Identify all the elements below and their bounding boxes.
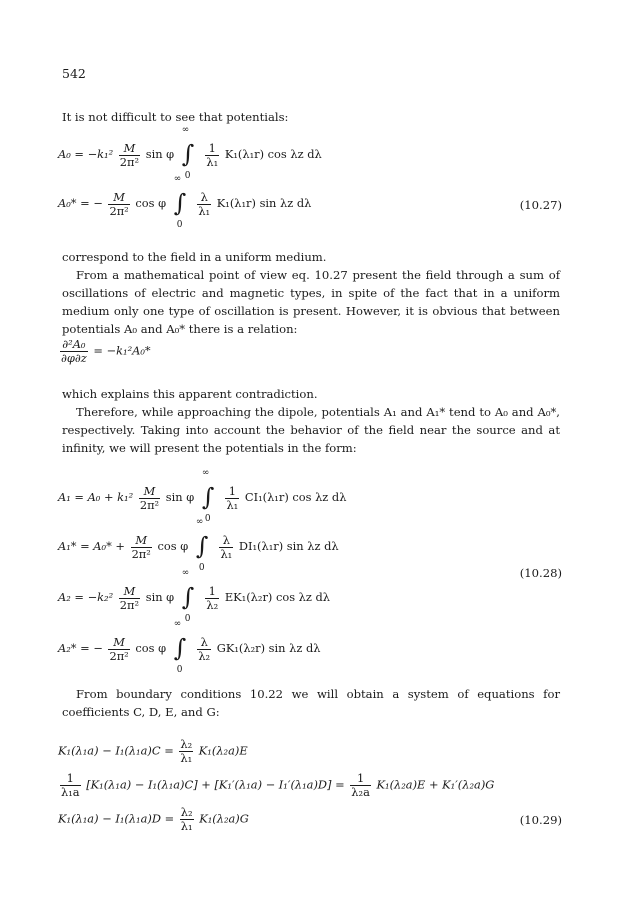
integral-sign: ∞ ∫ 0 bbox=[201, 468, 215, 524]
paragraph-math-pov: From a mathematical point of view eq. 10.27 present the field through a sum of oscillations of electric and magnetic types, in spite of the fact that in a uniform medium only one type of oscillation is present. However, it is obvious that between potentials A₀ and A₀* there is a relation: bbox=[62, 268, 560, 336]
equation-relation: $\frac{\text{∂²A₀}}{\partial\varphi\partial z}$ = −k₁²A₀* bbox=[61, 337, 151, 365]
integral-sign: ∞ ∫ 0 bbox=[195, 517, 209, 573]
equation-10-27-line-1: A₀ = −k₁² $\frac{M}{\text{2π²}}$ sin φ ∞ ∫ 0 $\frac{1}{\text{λ₁}}$ K₁(λ₁r) cos λz dλ bbox=[58, 125, 322, 181]
integral-sign: ∞ ∫ 0 bbox=[181, 568, 195, 624]
page-number: 542 bbox=[62, 66, 86, 81]
equation-number-10-28: (10.28) bbox=[519, 566, 562, 580]
eq-lhs: A₀ = −k₁² bbox=[58, 147, 114, 161]
integral-sign: ∞ ∫ 0 bbox=[181, 125, 195, 181]
equation-10-28-line-4: A₂* = − $\frac{M}{\text{2π²}}$ cos φ ∞ ∫ 0 $\frac{\lambda}{\text{λ₂}}$ GK₁(λ₂r) sin λz dλ bbox=[58, 619, 321, 675]
paragraph-explains: which explains this apparent contradiction. bbox=[62, 387, 318, 401]
equation-10-28-line-2: A₁* = A₀* + $\frac{M}{\text{2π²}}$ cos φ ∞ ∫ 0 $\frac{\lambda}{\text{λ₁}}$ DI₁(λ₁r) sin λz dλ bbox=[58, 517, 339, 573]
eq-inner-fraction: $\frac{1}{\text{λ₁}}$ bbox=[206, 140, 219, 169]
paragraph-intro: It is not difficult to see that potentials: bbox=[62, 110, 289, 124]
equation-number-10-29: (10.29) bbox=[519, 813, 562, 827]
equation-10-29-line-3: K₁(λ₁a) − I₁(λ₁a)D = $\frac{\text{λ₂}}{\text{λ₁}}$ K₁(λ₂a)G bbox=[58, 805, 249, 833]
equation-10-28-line-1: A₁ = A₀ + k₁² $\frac{M}{\text{2π²}}$ sin φ ∞ ∫ 0 $\frac{1}{\text{λ₁}}$ CI₁(λ₁r) cos λz dλ bbox=[58, 468, 347, 524]
equation-10-27-line-2: A₀* = − $\frac{M}{\text{2π²}}$ cos φ ∞ ∫ 0 $\frac{\lambda}{\text{λ₁}}$ K₁(λ₁r) sin λz dλ bbox=[58, 174, 312, 230]
equation-10-29-line-1: K₁(λ₁a) − I₁(λ₁a)C = $\frac{\text{λ₂}}{\text{λ₁}}$ K₁(λ₂a)E bbox=[58, 737, 248, 765]
integral-sign: ∞ ∫ 0 bbox=[173, 619, 187, 675]
equation-10-29-line-2: $\frac{1}{\text{λ₁a}}$ [K₁(λ₁a) − I₁(λ₁a)C] + [K₁′(λ₁a) − I₁′(λ₁a)D] = $\frac{1}{\text{λ₂a}}$ K₁(λ₂a)E + K₁′(λ₂a)G bbox=[61, 771, 495, 799]
integral-sign: ∞ ∫ 0 bbox=[173, 174, 187, 230]
eq-fraction: $\frac{M}{\text{2π²}}$ bbox=[119, 140, 140, 169]
paragraph-uniform: correspond to the field in a uniform medium. bbox=[62, 250, 327, 264]
paragraph-boundary: From boundary conditions 10.22 we will obtain a system of equations for coefficients C, D, E, and G: bbox=[62, 687, 560, 719]
equation-number-10-27: (10.27) bbox=[519, 198, 562, 212]
equation-10-28-line-3: A₂ = −k₂² $\frac{M}{\text{2π²}}$ sin φ ∞ ∫ 0 $\frac{1}{\text{λ₂}}$ EK₁(λ₂r) cos λz dλ bbox=[58, 568, 331, 624]
paragraph-therefore: Therefore, while approaching the dipole, potentials A₁ and A₁* tend to A₀ and A₀*, respectively. Taking into account the behavior of the field near the source and at infinity, we will present the potentials in the form: bbox=[62, 405, 560, 455]
